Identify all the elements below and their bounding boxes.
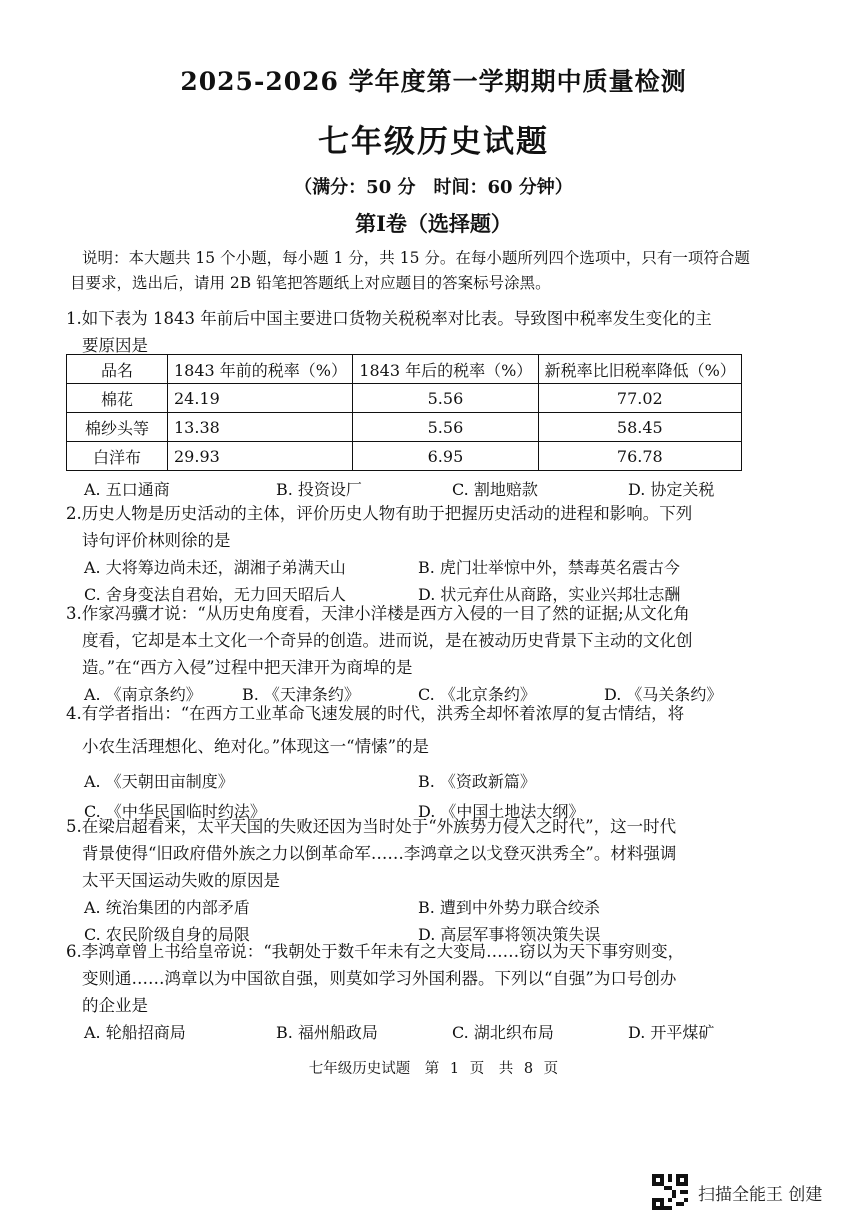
table-cell: 白洋布 — [67, 442, 168, 471]
question-stem: 变则通……鸿章以为中国欲自强，则莫如学习外国利器。下列以“自强”为口号创办 — [82, 969, 677, 988]
section-heading: 第Ⅰ卷（选择题） — [355, 211, 512, 236]
option-d: D. 协定关税 — [628, 480, 715, 499]
option-d: D. 《马关条约》 — [604, 685, 723, 704]
table-cell: 棉花 — [67, 384, 168, 413]
table-row — [67, 442, 742, 471]
table-cell: 76.78 — [538, 442, 741, 471]
table-cell: 77.02 — [538, 384, 741, 413]
option-c: C. 湖北织布局 — [452, 1023, 554, 1042]
question-3 — [66, 600, 756, 708]
option-a: A. 《南京条约》 — [84, 685, 202, 704]
option-c: C. 《北京条约》 — [418, 685, 536, 704]
table-row — [67, 384, 742, 413]
table-cell: 5.56 — [353, 384, 538, 413]
question-stem: 度看，它却是本土文化一个奇异的创造。进而说，是在被动历史背景下主动的文化创 — [82, 631, 693, 650]
option-d: D. 开平煤矿 — [628, 1023, 715, 1042]
question-stem: 小农生活理想化、绝对化。”体现这一“情愫”的是 — [82, 737, 430, 756]
question-stem: 5.在梁启超看来，太平天国的失败还因为当时处于“外族势力侵入之时代”，这一时代 — [66, 817, 677, 836]
option-c: C. 割地赔款 — [452, 480, 538, 499]
scanner-watermark — [652, 1172, 852, 1212]
table-header: 品名 — [67, 355, 168, 384]
table-header-row — [67, 355, 742, 384]
option-b: B. 虎门壮举惊中外，禁毒英名震古今 — [418, 558, 680, 577]
question-stem: 4.有学者指出：“在西方工业革命飞速发展的时代，洪秀全却怀着浓厚的复古情结，将 — [66, 704, 685, 723]
exam-meta: （满分：50 分 时间：60 分钟） — [294, 177, 573, 198]
option-a: A. 大将筹边尚未还，湖湘子弟满天山 — [84, 558, 346, 577]
instructions: 说明：本大题共 15 个小题，每小题 1 分，共 15 分。在每小题所列四个选项中，只有一项符合题目要求，选出后，请用 2B 铅笔把答题纸上对应题目的答案标号涂黑。 — [70, 249, 750, 292]
option-d: D. 高层军事将领决策失误 — [418, 925, 601, 944]
option-a: A. 五口通商 — [84, 480, 170, 499]
table-header: 新税率比旧税率降低（%） — [538, 355, 741, 384]
option-b: B. 投资设厂 — [276, 480, 362, 499]
question-stem: 要原因是 — [82, 336, 148, 355]
question-stem: 3.作家冯骥才说：“从历史角度看，天津小洋楼是西方入侵的一目了然的证据;从文化角 — [66, 604, 690, 623]
option-b: B. 福州船政局 — [276, 1023, 378, 1042]
question-stem: 太平天国运动失败的原因是 — [82, 871, 280, 890]
question-stem: 6.李鸿章曾上书给皇帝说：“我朝处于数千年未有之大变局……窃以为天下事穷则变， — [66, 942, 685, 961]
subject-title: 七年级历史试题 — [318, 124, 549, 160]
option-a: A. 统治集团的内部矛盾 — [84, 898, 250, 917]
option-c: C. 舍身变法自君始，无力回天昭后人 — [84, 585, 346, 604]
qr-code-icon — [652, 1174, 688, 1210]
table-cell: 13.38 — [168, 413, 353, 442]
table-row — [67, 413, 742, 442]
table-cell: 29.93 — [168, 442, 353, 471]
table-cell: 58.45 — [538, 413, 741, 442]
question-4 — [66, 697, 756, 828]
table-cell: 6.95 — [353, 442, 538, 471]
table-cell: 24.19 — [168, 384, 353, 413]
question-6 — [66, 938, 756, 1046]
question-1 — [66, 305, 756, 359]
option-b: B. 《资政新篇》 — [418, 772, 536, 791]
option-c: C. 《中华民国临时约法》 — [84, 802, 266, 821]
option-b: B. 遭到中外势力联合绞杀 — [418, 898, 600, 917]
question-stem: 背景使得“旧政府借外族之力以倒革命军……李鸿章之以戈登灭洪秀全”。材料强调 — [82, 844, 677, 863]
table-header: 1843 年前的税率（%） — [168, 355, 353, 384]
question-1-options — [66, 476, 756, 503]
page-footer: 七年级历史试题 第 1 页 共 8 页 — [308, 1061, 559, 1077]
exam-title: 2025-2026 学年度第一学期期中质量检测 — [180, 67, 687, 96]
option-d: D. 《中国土地法大纲》 — [418, 802, 585, 821]
question-stem: 造。”在“西方入侵”过程中把天津开为商埠的是 — [82, 658, 413, 677]
watermark-text: 扫描全能王 创建 — [698, 1184, 823, 1205]
option-c: C. 农民阶级自身的局限 — [84, 925, 250, 944]
option-a: A. 《天朝田亩制度》 — [84, 772, 234, 791]
option-d: D. 状元弃仕从商路，实业兴邦壮志酬 — [418, 585, 681, 604]
question-stem: 诗句评价林则徐的是 — [82, 531, 231, 550]
question-2 — [66, 500, 756, 608]
table-cell: 棉纱头等 — [67, 413, 168, 442]
question-stem: 1.如下表为 1843 年前后中国主要进口货物关税税率对比表。导致图中税率发生变化的主 — [66, 309, 712, 328]
table-header: 1843 年后的税率（%） — [353, 355, 538, 384]
question-stem: 的企业是 — [82, 996, 148, 1015]
option-a: A. 轮船招商局 — [84, 1023, 186, 1042]
tax-rate-table — [66, 354, 742, 471]
question-stem: 2.历史人物是历史活动的主体，评价历史人物有助于把握历史活动的进程和影响。下列 — [66, 504, 693, 523]
table-cell: 5.56 — [353, 413, 538, 442]
option-b: B. 《天津条约》 — [242, 685, 360, 704]
question-5 — [66, 813, 756, 948]
